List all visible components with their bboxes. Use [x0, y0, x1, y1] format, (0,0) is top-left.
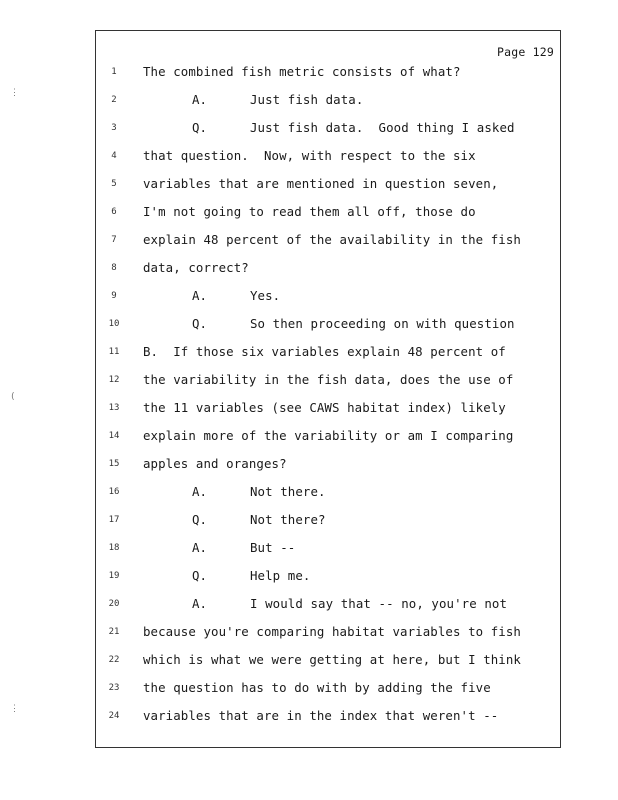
line-text — [192, 316, 515, 331]
testimony-text: B. If those six variables explain 48 percent of — [143, 344, 506, 359]
line-number: 23 — [108, 683, 120, 693]
line-text — [143, 456, 287, 471]
transcript-line — [96, 372, 560, 400]
testimony-text: Not there? — [250, 512, 326, 527]
line-number: 9 — [111, 291, 117, 301]
testimony-text: the question has to do with by adding the five — [143, 680, 491, 695]
transcript-line — [96, 232, 560, 260]
line-text — [192, 92, 363, 107]
line-text — [192, 568, 310, 583]
line-text — [143, 652, 521, 667]
testimony-text: Not there. — [250, 484, 326, 499]
margin-mark-bottom: ⋮ — [10, 704, 19, 714]
transcript-line — [96, 176, 560, 204]
testimony-text: the variability in the fish data, does the use of — [143, 372, 514, 387]
transcript-line — [96, 120, 560, 148]
line-number: 11 — [108, 347, 120, 357]
line-text — [192, 120, 515, 135]
transcript-line — [96, 316, 560, 344]
speaker-label: A. — [192, 484, 208, 499]
testimony-text: So then proceeding on with question — [250, 316, 515, 331]
line-number: 15 — [108, 459, 120, 469]
line-number: 21 — [108, 627, 120, 637]
line-number: 16 — [108, 487, 120, 497]
line-text — [143, 680, 491, 695]
transcript-line — [96, 148, 560, 176]
testimony-text: variables that are mentioned in question seven, — [143, 176, 499, 191]
line-text — [143, 204, 476, 219]
line-text — [143, 372, 513, 387]
line-text — [192, 512, 326, 527]
speaker-label: Q. — [192, 120, 208, 135]
speaker-label: A. — [192, 596, 208, 611]
transcript-line — [96, 512, 560, 540]
transcript-line — [96, 568, 560, 596]
testimony-text: explain 48 percent of the availability in the fish — [143, 232, 521, 247]
line-number: 20 — [108, 599, 120, 609]
line-text — [143, 260, 249, 275]
speaker-label: Q. — [192, 568, 208, 583]
transcript-line — [96, 680, 560, 708]
transcript-line — [96, 260, 560, 288]
line-text — [143, 708, 498, 723]
testimony-text: data, correct? — [143, 260, 249, 275]
testimony-text: which is what we were getting at here, but I think — [143, 652, 521, 667]
line-number: 1 — [111, 67, 117, 77]
line-number: 6 — [111, 207, 117, 217]
testimony-text: I'm not going to read them all off, those do — [143, 204, 476, 219]
transcript-line — [96, 204, 560, 232]
line-text — [143, 624, 521, 639]
line-number: 22 — [108, 655, 120, 665]
line-text — [192, 596, 507, 611]
transcript-line — [96, 540, 560, 568]
line-text — [192, 540, 295, 555]
transcript-line — [96, 428, 560, 456]
line-text — [143, 232, 521, 247]
line-text — [143, 148, 476, 163]
transcript-line — [96, 344, 560, 372]
testimony-text: Just fish data. Good thing I asked — [250, 120, 515, 135]
line-text — [143, 64, 461, 79]
line-number: 13 — [108, 403, 120, 413]
line-number: 19 — [108, 571, 120, 581]
testimony-text: variables that are in the index that weren't -- — [143, 708, 499, 723]
line-text — [192, 484, 326, 499]
testimony-text: Just fish data. — [250, 92, 364, 107]
speaker-label: Q. — [192, 316, 208, 331]
testimony-text: explain more of the variability or am I comparing — [143, 428, 514, 443]
transcript-line — [96, 708, 560, 736]
line-text — [143, 344, 506, 359]
line-text — [143, 400, 506, 415]
line-number: 3 — [111, 123, 117, 133]
speaker-label: A. — [192, 540, 208, 555]
line-number: 18 — [108, 543, 120, 553]
line-number: 24 — [108, 711, 120, 721]
line-number: 12 — [108, 375, 120, 385]
testimony-text: apples and oranges? — [143, 456, 287, 471]
transcript-line — [96, 400, 560, 428]
transcript-line — [96, 624, 560, 652]
margin-mark-top: ⋮ — [10, 88, 19, 98]
transcript-line — [96, 64, 560, 92]
testimony-text: But -- — [250, 540, 296, 555]
speaker-label: Q. — [192, 512, 208, 527]
line-number: 7 — [111, 235, 117, 245]
line-number: 14 — [108, 431, 120, 441]
testimony-text: The combined fish metric consists of what? — [143, 64, 461, 79]
transcript-page — [95, 30, 561, 748]
testimony-text: that question. Now, with respect to the six — [143, 148, 476, 163]
line-number: 8 — [111, 263, 117, 273]
margin-mark-middle: ( — [10, 392, 16, 402]
transcript-line — [96, 92, 560, 120]
line-text — [143, 428, 513, 443]
transcript-line — [96, 484, 560, 512]
speaker-label: A. — [192, 288, 208, 303]
line-number: 4 — [111, 151, 117, 161]
line-number: 17 — [108, 515, 120, 525]
line-number: 5 — [111, 179, 117, 189]
transcript-line — [96, 288, 560, 316]
transcript-line — [96, 652, 560, 680]
transcript-line — [96, 596, 560, 624]
line-text — [192, 288, 280, 303]
transcript-line — [96, 456, 560, 484]
testimony-text: because you're comparing habitat variables to fish — [143, 624, 521, 639]
speaker-label: A. — [192, 92, 208, 107]
testimony-text: I would say that -- no, you're not — [250, 596, 508, 611]
line-number: 10 — [108, 319, 120, 329]
testimony-text: Yes. — [250, 288, 281, 303]
line-number: 2 — [111, 95, 117, 105]
page-number: Page 129 — [497, 45, 554, 59]
line-text — [143, 176, 498, 191]
testimony-text: the 11 variables (see CAWS habitat index) likely — [143, 400, 506, 415]
testimony-text: Help me. — [250, 568, 311, 583]
